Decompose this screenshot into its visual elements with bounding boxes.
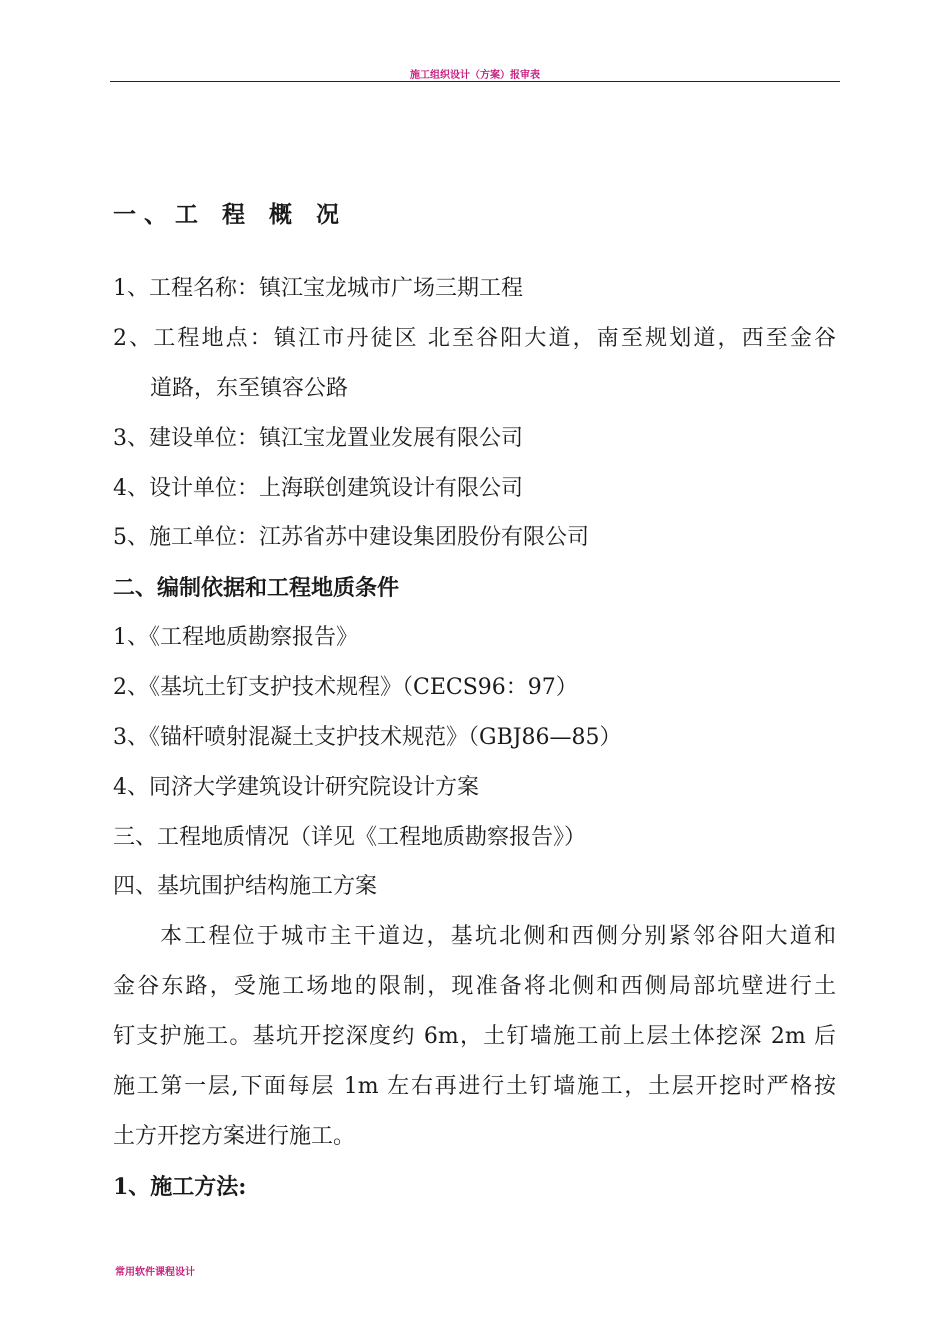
owner-unit-line: 3、建设单位：镇江宝龙置业发展有限公司 — [113, 426, 523, 451]
section-4-heading: 四、基坑围护结构施工方案 — [113, 874, 378, 899]
paragraph-line-4: 施工第一层,下面每层 1m 左右再进行土钉墙施工，土层开挖时严格按 — [113, 1074, 836, 1099]
basis-item-4: 4、同济大学建筑设计研究院设计方案 — [113, 775, 479, 800]
paragraph-line-2: 金谷东路，受施工场地的限制，现准备将北侧和西侧局部坑壁进行土 — [113, 974, 836, 999]
project-name-line: 1、工程名称：镇江宝龙城市广场三期工程 — [113, 276, 523, 301]
project-location-cont-line: 道路，东至镇容公路 — [150, 376, 349, 401]
section-2-heading: 二、编制依据和工程地质条件 — [113, 575, 400, 601]
section-1-heading: 一、工 程 概 况 — [113, 201, 348, 228]
project-location-line: 2、工程地点：镇江市丹徒区 北至谷阳大道，南至规划道，西至金谷 — [113, 326, 836, 351]
page-header: 施工组织设计（方案）报审表 — [410, 70, 540, 81]
basis-item-2: 2、《基坑土钉支护技术规程》（CECS96：97） — [113, 675, 578, 700]
header-divider — [110, 81, 840, 82]
construction-method-heading: 1、施工方法: — [113, 1174, 247, 1200]
section-3-heading: 三、工程地质情况（详见《工程地质勘察报告》） — [113, 825, 587, 850]
page-footer: 常用软件课程设计 — [115, 1267, 195, 1278]
design-unit-line: 4、设计单位：上海联创建筑设计有限公司 — [113, 476, 523, 501]
construction-unit-line: 5、施工单位：江苏省苏中建设集团股份有限公司 — [113, 525, 589, 550]
paragraph-line-1: 本工程位于城市主干道边，基坑北侧和西侧分别紧邻谷阳大道和 — [160, 924, 836, 949]
paragraph-line-5: 土方开挖方案进行施工。 — [113, 1124, 356, 1149]
paragraph-line-3: 钉支护施工。基坑开挖深度约 6m，土钉墙施工前上层土体挖深 2m 后 — [113, 1024, 836, 1049]
basis-item-3: 3、《锚杆喷射混凝土支护技术规范》（GBJ86—85） — [113, 725, 622, 750]
basis-item-1: 1、《工程地质勘察报告》 — [113, 625, 358, 650]
